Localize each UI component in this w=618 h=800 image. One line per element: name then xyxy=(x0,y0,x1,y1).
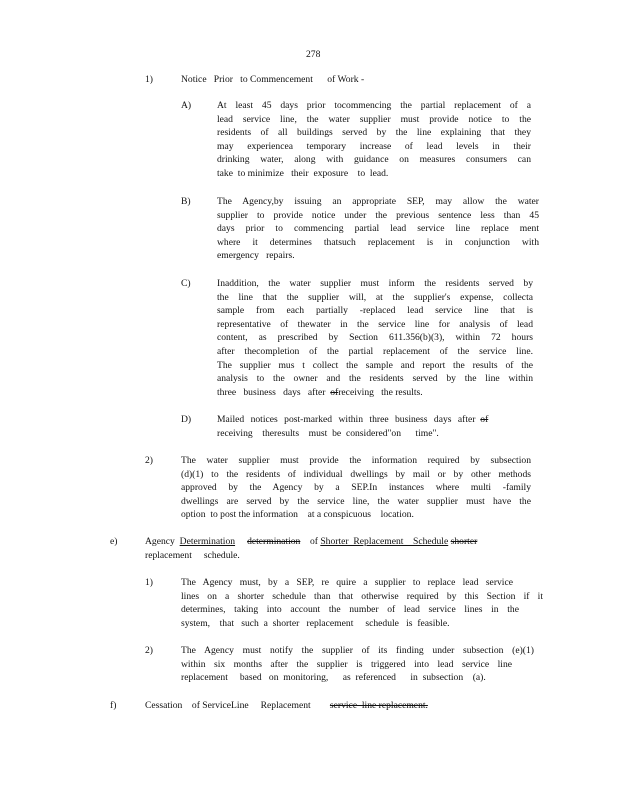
e-item-1-marker: 1) xyxy=(145,577,153,588)
para-c-line: sample from each partially -replaced lead service line that is xyxy=(217,305,533,317)
item-2-line: The water supplier must provide the information required by subsection xyxy=(181,455,531,466)
para-b-marker: B) xyxy=(181,196,191,207)
e-item-2-line: replacement based on monitoring, as referenced in subsection (a). xyxy=(181,672,486,684)
item-2-line: (d)(1) to the residents of individual dwellings by mail or by other methods xyxy=(181,468,531,480)
section-e-heading xyxy=(145,535,477,549)
e-item-1-text xyxy=(181,576,543,630)
item-2-line: option to post the information at a conspicuous location. xyxy=(181,509,414,521)
e-item-1-line: The Agency must, by a SEP, re quire a supplier to replace lead service xyxy=(181,577,513,588)
section-f-heading xyxy=(145,699,428,713)
para-c-marker: C) xyxy=(181,278,191,289)
para-b-line: emergency repairs. xyxy=(217,250,295,262)
section-e-inserted-1: Determination xyxy=(179,536,236,547)
para-c-text xyxy=(217,277,533,399)
para-c-last-line xyxy=(217,386,533,400)
para-d-line-1 xyxy=(217,413,533,427)
item-2-line: dwellings are served by the service line, the water supplier must have the xyxy=(181,495,531,507)
e-item-2-marker: 2) xyxy=(145,645,153,656)
para-c-line: after thecompletion of the partial replacement of the service line. xyxy=(217,345,533,357)
para-a-line: residents of all buildings served by the line explaining that they xyxy=(217,127,531,139)
para-b-text xyxy=(217,195,539,263)
section-e-inserted-2: Shorter Replacement Schedule xyxy=(320,536,449,547)
para-b-line: where it determines thatsuch replacement is in conjunction with xyxy=(217,236,539,248)
para-c-line: Inaddition, the water supplier must inform the residents served by xyxy=(217,278,533,289)
section-f-deleted-text: service line replacement. xyxy=(329,700,428,711)
para-b-line: days prior to commencing partial lead service line replace ment xyxy=(217,223,539,235)
item-1-heading: Notice Prior to Commencement of Work - xyxy=(181,74,365,85)
para-d-marker: D) xyxy=(181,414,192,425)
para-c-last-pre: three business days after xyxy=(217,386,331,398)
item-2-line: approved by the Agency by a SEP.In instances where multi -family xyxy=(181,482,531,494)
item-1-marker: 1) xyxy=(145,74,153,85)
section-f-marker: f) xyxy=(110,700,117,711)
para-a-line: drinking water, along with guidance on measures consumers can xyxy=(217,154,531,166)
para-b-line: The Agency,by issuing an appropriate SEP, may allow the water xyxy=(217,196,539,207)
para-d-line-2: receiving theresults must be considered"on time". xyxy=(217,428,439,439)
page-number: 278 xyxy=(306,49,321,60)
para-b-line: supplier to provide notice under the previous sentence less than 45 xyxy=(217,209,539,221)
section-e-pre: Agency xyxy=(145,536,180,547)
e-item-2-text xyxy=(181,644,534,685)
para-c-deleted-word: of xyxy=(330,386,339,398)
para-d-line-1-text: Mailed notices post-marked within three business days after xyxy=(217,414,476,425)
para-a-line: take to minimize their exposure to lead. xyxy=(217,167,389,179)
para-a-line: may experiencea temporary increase of lead levels in their xyxy=(217,140,531,152)
section-e-deleted-word: determination xyxy=(247,536,301,547)
item-2-marker: 2) xyxy=(145,455,153,466)
e-item-2-line: The Agency must notify the supplier of its finding under subsection (e)(1) xyxy=(181,645,534,656)
e-item-1-line: lines on a shorter schedule than that otherwise required by this Section if it xyxy=(181,590,543,602)
para-c-line: the line that the supplier will, at the supplier's expense, collecta xyxy=(217,291,533,303)
para-c-line: content, as prescribed by Section 611.356(b)(3), within 72 hours xyxy=(217,332,533,344)
para-a-line: At least 45 days prior tocommencing the partial replacement of a xyxy=(217,100,531,111)
section-e-line-2: replacement schedule. xyxy=(145,550,240,561)
para-a-line: lead service line, the water supplier must provide notice to the xyxy=(217,113,531,125)
e-item-2-line: within six months after the supplier is triggered into lead service line xyxy=(181,658,512,670)
para-c-line: The supplier mus t collect the sample and report the results of the xyxy=(217,359,533,371)
para-a-text xyxy=(217,99,531,181)
section-e-marker: e) xyxy=(110,536,118,547)
section-f-text: Cessation of ServiceLine Replacement xyxy=(145,700,311,711)
item-2-text xyxy=(181,454,531,522)
section-e-deleted-2: shorter xyxy=(450,536,478,547)
e-item-1-line: determines, taking into account the number of lead service lines in the xyxy=(181,604,519,616)
para-d-deleted-word: of xyxy=(480,414,489,425)
para-c-last-post: receiving the results. xyxy=(338,386,423,398)
para-c-line: analysis to the owner and the residents served by the line within xyxy=(217,373,533,385)
e-item-1-line: system, that such a shorter replacement schedule is feasible. xyxy=(181,617,450,629)
para-c-line: representative of thewater in the service line for analysis of lead xyxy=(217,318,533,330)
para-a-marker: A) xyxy=(181,100,192,111)
section-e-mid: of xyxy=(300,536,321,547)
